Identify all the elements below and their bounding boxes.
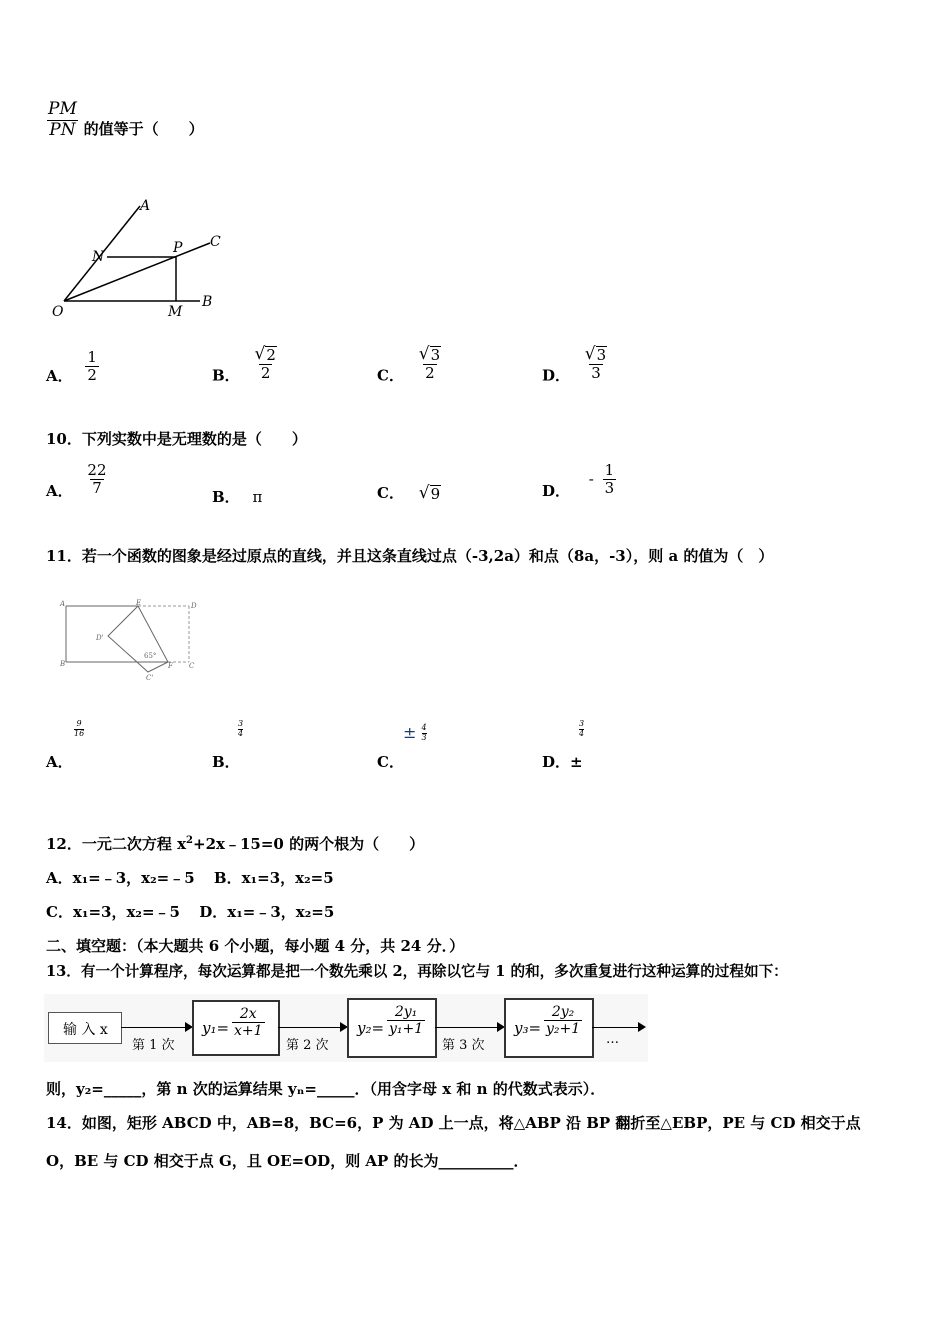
flow-step-1: 第 1 次 <box>132 1038 175 1053</box>
q10-option-b: B． π <box>212 488 263 506</box>
fig-label-f: F <box>168 662 173 670</box>
ray-oc <box>64 243 210 301</box>
fig-label-c: C <box>189 662 195 670</box>
q13-answer-line: 则，y₂=_____，第 n 次的运算结果 yₙ=_____．（用含字母 x 和 n 的代数式表示）． <box>46 1080 606 1098</box>
flow-arrow-1 <box>121 1027 187 1028</box>
q12-options-row2: C．x₁=3，x₂=﹣5 D．x₁=﹣3，x₂=5 <box>46 903 335 921</box>
q9-option-d: D． √ 3 3 <box>542 344 607 385</box>
q9-option-c: C． √ 3 2 <box>377 344 441 385</box>
flow-box-1: y₁= $\frac{2x}{x+1}$ <box>192 1000 280 1056</box>
flow-arrow-2 <box>278 1027 342 1028</box>
q13-stem: 13．有一个计算程序，每次运算都是把一个数先乘以 2，再除以它与 1 的和，多次重复进行这种运算的过程如下： <box>46 963 788 980</box>
q11-stem: 11．若一个函数的图象是经过原点的直线，并且这条直线过点（-3,2a）和点（8a，-3），则 a 的值为（ ） <box>46 547 774 565</box>
arrow-right-icon <box>638 1022 646 1032</box>
flow-step-2: 第 2 次 <box>286 1038 329 1053</box>
flow-input-box: 输 入 x <box>48 1012 122 1044</box>
q12-stem: 12．一元二次方程 $x^2+2x﹣15=0$ 的两个根为（ ） <box>46 835 425 853</box>
fig-label-angle: 65° <box>144 652 157 660</box>
q14-line-2: O，BE 与 CD 相交于点 G，且 OE=OD，则 AP 的长为__________． <box>46 1152 529 1170</box>
q10-stem: 10．下列实数中是无理数的是（ ） <box>46 430 307 448</box>
q10-option-a: A． $\frac{22}{7}$ <box>46 461 107 500</box>
label-o: O <box>52 304 64 320</box>
section-title: 二、填空题：（本大题共 6 个小题，每小题 4 分，共 24 分．） <box>46 937 465 955</box>
q9-figure <box>40 192 240 324</box>
label-c: C <box>210 234 221 250</box>
fig-label-d-prime: D' <box>96 634 104 642</box>
flow-box-2: y₂= $\frac{\text{2y₁}}{\text{y₁+1}}$ <box>347 998 437 1058</box>
label-p: P <box>173 240 183 256</box>
q14-line-1: 14．如图，矩形 ABCD 中，AB=8，BC=6，P 为 AD 上一点，将△ABP 沿 BP 翻折至△EBP，PE 与 CD 相交于点 <box>46 1114 861 1132</box>
q9-option-a: A． $\frac{1}{2}$ <box>46 348 97 385</box>
q9-stem: $\frac{PM}{PN}$ 的值等于（ ） <box>48 99 204 140</box>
sqrt-icon: √ <box>418 483 430 503</box>
fig-label-c-prime: C' <box>146 674 154 682</box>
sqrt-icon: √ <box>418 344 430 364</box>
label-n: N <box>92 249 105 265</box>
q9-option-b: B． √ 2 2 <box>212 344 276 385</box>
q10-option-d: D． - $\frac{1}{3}$ <box>542 461 615 500</box>
flow-box-3: y₃= $\frac{\text{2y₂}}{\text{y₂+1}}$ <box>504 998 594 1058</box>
q11-figure <box>56 596 206 682</box>
flow-step-3: 第 3 次 <box>442 1038 485 1053</box>
label-m: M <box>168 304 183 320</box>
q13-flowchart <box>44 994 648 1062</box>
sqrt-icon: √ <box>254 344 266 364</box>
fig-label-d: D <box>191 602 197 610</box>
flow-arrow-3 <box>435 1027 499 1028</box>
sqrt-icon: √ <box>584 344 596 364</box>
label-a: A <box>140 198 151 214</box>
flow-ellipsis: … <box>606 1032 619 1047</box>
q12-options-row1: A．x₁=﹣3，x₂=﹣5 B．x₁=3，x₂=5 <box>46 869 334 887</box>
label-b: B <box>202 294 213 310</box>
fig-label-e: E <box>136 599 142 607</box>
flow-arrow-4 <box>592 1027 640 1028</box>
q9-fraction: $\frac{PM}{PN}$ <box>48 99 77 140</box>
q10-option-c: C． √ 9 <box>377 483 441 503</box>
fig-label-b: B <box>60 660 66 668</box>
fig-label-a: A <box>60 600 66 608</box>
